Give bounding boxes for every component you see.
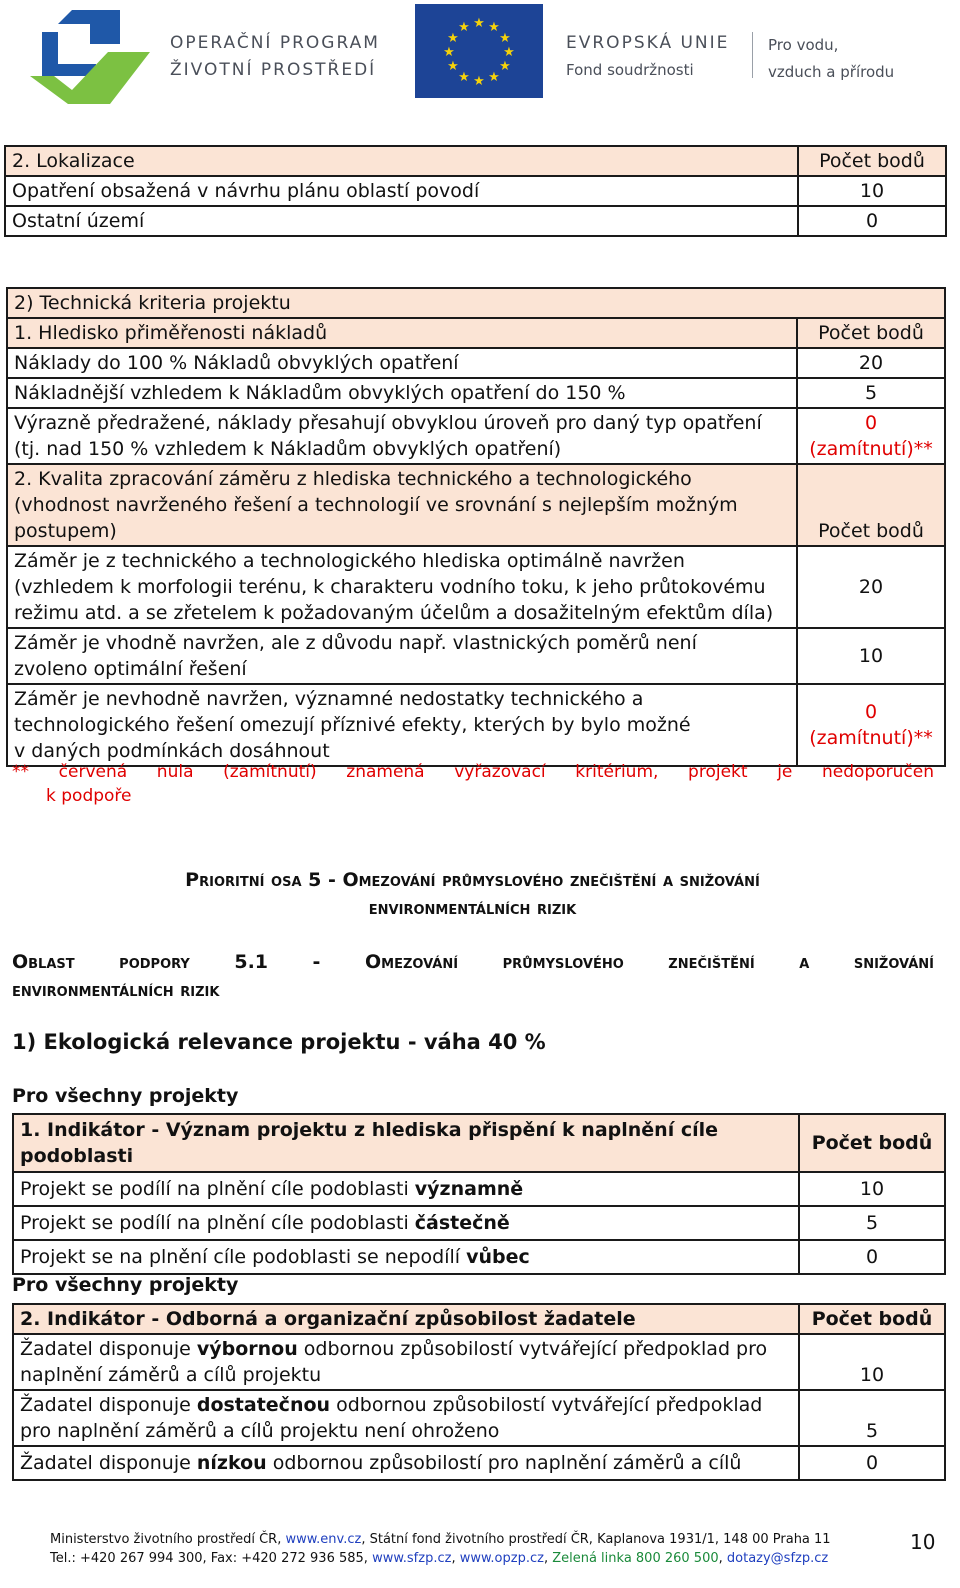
text-emphasis: vůbec bbox=[466, 1246, 530, 1268]
criterion-text bbox=[13, 1446, 799, 1480]
heading-line: environmentálních rizik bbox=[368, 897, 577, 919]
table-row bbox=[13, 1446, 945, 1480]
text-line: Záměr je nevhodně navržen, významné nedostatky technického a bbox=[14, 688, 644, 710]
eu-label bbox=[566, 30, 729, 84]
rejection-note-continued: k podpoře bbox=[46, 786, 132, 806]
heading-line: Oblast podpory 5.1 - Omezování průmyslového znečištění a snižování bbox=[12, 951, 934, 973]
motto-line-1: Pro vodu, bbox=[768, 36, 839, 54]
points-value: 5 bbox=[797, 378, 945, 408]
text-line: (vzhledem k morfologii terénu, k charakteru vodního toku, k jeho průtokovému bbox=[14, 576, 766, 598]
footer-link-email[interactable]: dotazy@sfzp.cz bbox=[726, 1551, 829, 1566]
criterion-title bbox=[7, 464, 797, 546]
svg-text:★: ★ bbox=[458, 20, 470, 35]
svg-text:★: ★ bbox=[447, 59, 459, 74]
table-row bbox=[7, 684, 945, 766]
page-number: 10 bbox=[910, 1530, 936, 1554]
table-row bbox=[13, 1240, 945, 1274]
text-part: Projekt se podílí na plnění cíle podoblasti bbox=[20, 1212, 415, 1234]
criterion-text bbox=[7, 628, 797, 684]
points-header: Počet bodů bbox=[799, 1114, 945, 1172]
footer-separator: , bbox=[718, 1551, 727, 1566]
table-row bbox=[7, 546, 945, 628]
eu-flag-logo bbox=[415, 4, 543, 98]
footer-separator: , bbox=[451, 1551, 460, 1566]
criterion-text: Náklady do 100 % Nákladů obvyklých opatření bbox=[7, 348, 797, 378]
points-zero: 0 bbox=[864, 412, 878, 434]
text-line: 2. Kvalita zpracování záměru z hlediska technického a technologického bbox=[14, 468, 692, 490]
points-value: 10 bbox=[799, 1172, 945, 1206]
rejected-label: (zamítnutí)** bbox=[809, 438, 933, 460]
points-header: Počet bodů bbox=[799, 1304, 945, 1334]
op-program-name bbox=[170, 30, 380, 84]
criterion-text: Nákladnější vzhledem k Nákladům obvyklých opatření do 150 % bbox=[7, 378, 797, 408]
svg-text:★: ★ bbox=[488, 20, 500, 35]
all-projects-label: Pro všechny projekty bbox=[12, 1085, 239, 1107]
text-line bbox=[20, 1392, 792, 1418]
criterion-text bbox=[13, 1172, 799, 1206]
indicator-title: 2. Indikátor - Odborná a organizační způsobilost žadatele bbox=[13, 1304, 799, 1334]
text-part: odbornou způsobilostí vytvářející předpoklad bbox=[330, 1394, 763, 1416]
text-part: Projekt se na plnění cíle podoblasti se nepodílí bbox=[20, 1246, 467, 1268]
points-header: Počet bodů bbox=[798, 146, 946, 176]
heading-line: environmentálních rizik bbox=[12, 979, 220, 1001]
support-area-heading bbox=[12, 948, 934, 1004]
criterion-text bbox=[13, 1390, 799, 1446]
text-part: Žadatel disponuje bbox=[20, 1452, 197, 1474]
points-header: Počet bodů bbox=[797, 318, 945, 348]
table-row bbox=[7, 378, 945, 408]
op-line-2: ŽIVOTNÍ PROSTŘEDÍ bbox=[170, 60, 377, 80]
footer-text: , Státní fond životního prostředí ČR, Kaplanova 1931/1, 148 00 Praha 11 bbox=[361, 1532, 831, 1547]
criterion-text: Opatření obsažená v návrhu plánu oblastí povodí bbox=[5, 176, 798, 206]
criterion-text bbox=[7, 546, 797, 628]
points-header: Počet bodů bbox=[797, 464, 945, 546]
table-row bbox=[13, 1304, 945, 1334]
points-value-rejected bbox=[797, 408, 945, 464]
footer-link-sfzp[interactable]: www.sfzp.cz bbox=[372, 1551, 452, 1566]
table-row bbox=[7, 288, 945, 318]
footer-link-env[interactable]: www.env.cz bbox=[285, 1532, 362, 1547]
table-row bbox=[7, 348, 945, 378]
criterion-text bbox=[7, 684, 797, 766]
table-row bbox=[13, 1390, 945, 1446]
eco-relevance-heading: 1) Ekologická relevance projektu - váha 40 % bbox=[12, 1030, 546, 1054]
svg-text:★: ★ bbox=[447, 31, 459, 46]
rejection-note: ** červená nula (zamítnutí) znamená vyřazovací kritérium, projekt je nedoporučen bbox=[12, 762, 934, 782]
rejected-label: (zamítnutí)** bbox=[809, 727, 933, 749]
section-heading: 2) Technická kriteria projektu bbox=[7, 288, 945, 318]
table-row bbox=[7, 628, 945, 684]
text-line: Záměr je z technického a technologického hlediska optimálně navržen bbox=[14, 550, 685, 572]
table-row bbox=[7, 318, 945, 348]
criterion-text: Ostatní území bbox=[5, 206, 798, 236]
table-row bbox=[5, 146, 946, 176]
text-line: postupem) bbox=[14, 520, 117, 542]
footer-line-2 bbox=[50, 1549, 831, 1568]
points-value: 20 bbox=[797, 546, 945, 628]
points-value: 10 bbox=[797, 628, 945, 684]
criterion-text bbox=[13, 1240, 799, 1274]
text-emphasis: nízkou bbox=[196, 1452, 267, 1474]
motto bbox=[768, 32, 894, 86]
text-part: Žadatel disponuje bbox=[20, 1338, 197, 1360]
svg-text:★: ★ bbox=[488, 70, 500, 85]
table-row bbox=[5, 206, 946, 236]
text-line: pro naplnění záměrů a cílů projektu není ohroženo bbox=[20, 1420, 500, 1442]
footer-separator: , bbox=[543, 1551, 553, 1566]
table-indicator-2 bbox=[12, 1303, 946, 1481]
eu-line-1: EVROPSKÁ UNIE bbox=[566, 33, 730, 53]
table-lokalizace bbox=[4, 145, 947, 237]
footer-link-opzp[interactable]: www.opzp.cz bbox=[459, 1551, 544, 1566]
text-emphasis: částečně bbox=[414, 1212, 510, 1234]
header-divider bbox=[752, 32, 753, 78]
text-part: odbornou způsobilostí vytvářející předpoklad pro bbox=[297, 1338, 768, 1360]
criterion-text bbox=[13, 1206, 799, 1240]
points-value: 20 bbox=[797, 348, 945, 378]
table-row bbox=[13, 1172, 945, 1206]
text-line bbox=[20, 1336, 792, 1362]
svg-text:★: ★ bbox=[499, 31, 511, 46]
table-row bbox=[7, 464, 945, 546]
points-value: 0 bbox=[799, 1446, 945, 1480]
eu-line-2: Fond soudržnosti bbox=[566, 61, 694, 79]
points-value: 5 bbox=[799, 1206, 945, 1240]
footer-line-1 bbox=[50, 1530, 831, 1549]
points-value: 0 bbox=[798, 206, 946, 236]
text-part: Žadatel disponuje bbox=[20, 1394, 197, 1416]
svg-text:★: ★ bbox=[499, 59, 511, 74]
table-row bbox=[13, 1206, 945, 1240]
all-projects-label: Pro všechny projekty bbox=[12, 1274, 239, 1296]
heading-line: Prioritní osa 5 - Omezování průmyslového znečištění a snižování bbox=[185, 869, 760, 891]
table-title: 2. Lokalizace bbox=[5, 146, 798, 176]
opzp-logo bbox=[10, 4, 160, 110]
text-line: v daných podmínkách dosáhnout bbox=[14, 740, 330, 762]
points-value: 5 bbox=[799, 1390, 945, 1446]
svg-text:★: ★ bbox=[473, 74, 485, 89]
page-footer bbox=[50, 1530, 831, 1568]
table-row bbox=[13, 1114, 945, 1172]
footer-text: Tel.: +420 267 994 300, Fax: +420 272 936 585, bbox=[50, 1551, 373, 1566]
table-row bbox=[7, 408, 945, 464]
points-value-rejected bbox=[797, 684, 945, 766]
points-value: 10 bbox=[798, 176, 946, 206]
text-part: Projekt se podílí na plnění cíle podoblasti bbox=[20, 1178, 415, 1200]
table-row bbox=[5, 176, 946, 206]
indicator-title: 1. Indikátor - Význam projektu z hlediska přispění k naplnění cíle podoblasti bbox=[13, 1114, 799, 1172]
text-line: Záměr je vhodně navržen, ale z důvodu např. vlastnických poměrů není bbox=[14, 632, 697, 654]
svg-text:★: ★ bbox=[473, 16, 485, 31]
table-technical-criteria bbox=[6, 287, 946, 767]
op-line-1: OPERAČNÍ PROGRAM bbox=[170, 33, 380, 53]
text-line: zvoleno optimální řešení bbox=[14, 658, 247, 680]
text-line: režimu atd. a se zřetelem k požadovaným účelům a dosažitelným efektům díla) bbox=[14, 602, 774, 624]
text-emphasis: výbornou bbox=[196, 1338, 298, 1360]
table-row bbox=[13, 1334, 945, 1390]
text-emphasis: významně bbox=[414, 1178, 524, 1200]
text-line: naplnění záměrů a cílů projektu bbox=[20, 1364, 322, 1386]
table-indicator-1 bbox=[12, 1113, 946, 1275]
svg-text:★: ★ bbox=[443, 45, 455, 60]
points-value: 0 bbox=[799, 1240, 945, 1274]
text-emphasis: dostatečnou bbox=[196, 1394, 331, 1416]
points-zero: 0 bbox=[864, 701, 878, 723]
points-value: 10 bbox=[799, 1334, 945, 1390]
svg-text:★: ★ bbox=[458, 70, 470, 85]
criterion-text bbox=[13, 1334, 799, 1390]
motto-line-2: vzduch a přírodu bbox=[768, 63, 895, 81]
priority-axis-heading bbox=[0, 866, 945, 922]
text-line: Výrazně předražené, náklady přesahují obvyklou úroveň pro daný typ opatření bbox=[14, 412, 762, 434]
text-line: technologického řešení omezují příznivé efekty, kterých by bylo možné bbox=[14, 714, 691, 736]
footer-text: Ministerstvo životního prostředí ČR, bbox=[50, 1532, 286, 1547]
text-line: (tj. nad 150 % vzhledem k Nákladům obvyklých opatření) bbox=[14, 438, 562, 460]
text-part: odbornou způsobilostí pro naplnění záměrů a cílů bbox=[266, 1452, 742, 1474]
footer-green-line: Zelená linka 800 260 500 bbox=[552, 1551, 719, 1566]
criterion-title: 1. Hledisko přiměřenosti nákladů bbox=[7, 318, 797, 348]
text-line: (vhodnost navrženého řešení a technologií ve srovnání s nejlepším možným bbox=[14, 494, 738, 516]
criterion-text bbox=[7, 408, 797, 464]
svg-text:★: ★ bbox=[503, 45, 515, 60]
